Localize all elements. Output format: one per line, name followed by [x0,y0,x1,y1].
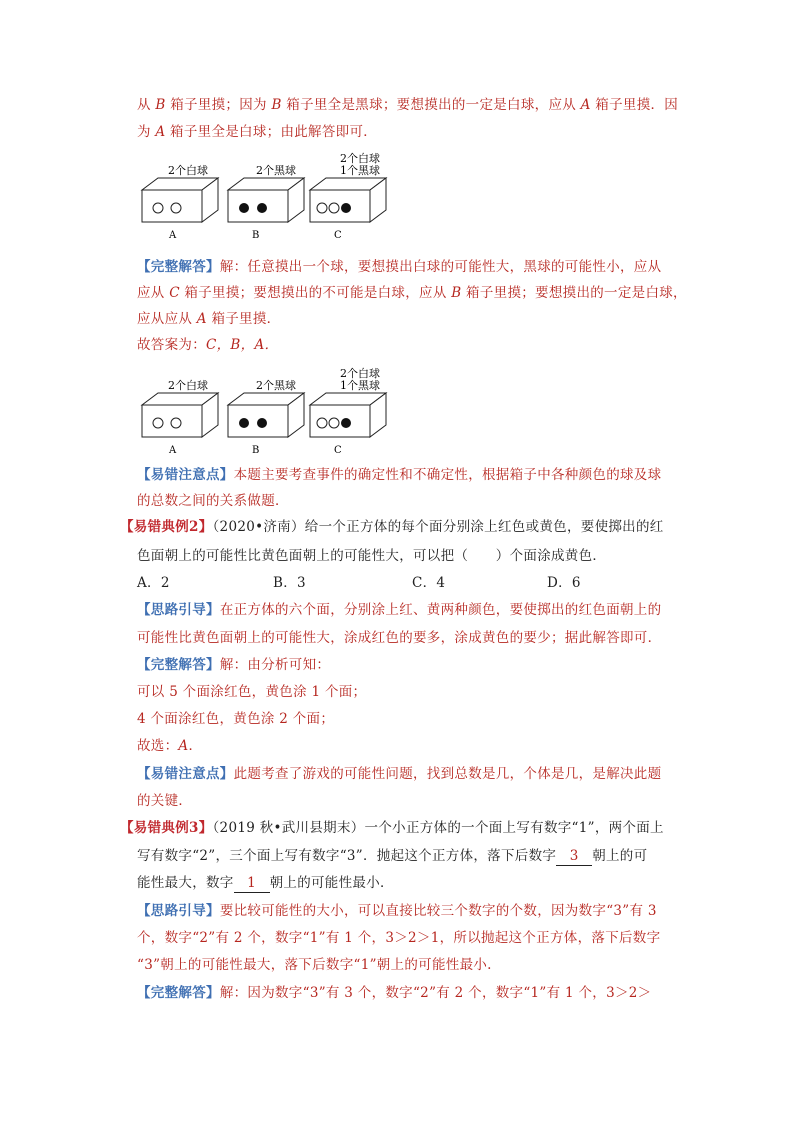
option-a: A．2 [137,575,170,591]
ex3-guide-line-3: “3”朝上的可能性最大，落下后数字“1”朝上的可能性最小. [137,957,492,973]
box-b [228,163,304,241]
answer-blank-2: 1 [234,874,270,893]
option-d: D．6 [547,575,581,591]
box-a [142,163,218,241]
svg-text:1个黑球: 1个黑球 [340,164,380,177]
ex2-guide-line-2: 可能性比黄色面朝上的可能性大，涂成红色的要多，涂成黄色的要少；据此解答即可． [137,630,662,646]
ex3-answer-line-1: 【完整解答】解：因为数字“3”有 3 个，数字“2”有 2 个，数字“1”有 1 个，3＞2＞ [137,985,652,1001]
ex2-answer-line-3: 4 个面涂红色，黄色涂 2 个面； [137,711,335,727]
box-c [310,151,386,241]
svg-text:2个白球: 2个白球 [340,152,380,165]
ex3-guide-line-2: 个，数字“2”有 2 个，数字“1”有 1 个，3＞2＞1，所以抛起这个正方体，落下后数字 [137,930,661,946]
box-a-2 [142,378,218,456]
option-b: B．3 [273,575,306,591]
svg-text:1个黑球: 1个黑球 [340,379,380,392]
ex3-question-line-2: 写有数字“2”，三个面上写有数字“3”．抛起这个正方体，落下后数字 3 朝上的可 [137,848,648,864]
svg-text:2个白球: 2个白球 [168,164,208,177]
ex2-note-line-1: 【易错注意点】此题考查了游戏的可能性问题，找到总数是几，个体是几，是解决此题 [137,766,662,782]
ex3-question-line-3: 能性最大，数字 1 朝上的可能性最小． [137,875,394,891]
ex2-note-line-2: 的关键． [137,793,193,809]
answer-blank-1: 3 [556,847,592,866]
svg-text:A: A [169,445,177,456]
ex1-answer-line-2: 应从 C 箱子里摸；要想摸出的不可能是白球，应从 B 箱子里摸；要想摸出的一定是白球， [137,285,687,301]
ex2-question-line-2: 色面朝上的可能性比黄色面朝上的可能性大，可以把（ ）个面涂成黄色． [137,548,607,564]
intro-line-2: 为 A 箱子里全是白球；由此解答即可． [137,124,378,140]
svg-text:C: C [334,230,342,241]
ex3-guide-line-1: 【思路引导】要比较可能性的大小，可以直接比较三个数字的个数，因为数字“3”有 3 [137,903,657,919]
ex1-answer-line-1: 【完整解答】解：任意摸出一个球，要想摸出白球的可能性大，黑球的可能性小，应从 [137,259,662,275]
svg-text:2个黑球: 2个黑球 [256,379,296,392]
ex2-answer-line-1: 【完整解答】解：由分析可知： [137,657,331,673]
svg-text:C: C [334,445,342,456]
ex2-answer-line-2: 可以 5 个面涂红色，黄色涂 1 个面； [137,684,367,700]
svg-text:A: A [169,230,177,241]
ex2-guide-line-1: 【思路引导】在正方体的六个面，分别涂上红、黄两种颜色，要使掷出的红色面朝上的 [137,602,662,618]
svg-text:2个白球: 2个白球 [168,379,208,392]
svg-text:2个黑球: 2个黑球 [256,164,296,177]
box-figure-2 [138,365,398,461]
ex3-question-line-1: 【易错典例3】（2019 秋•武川县期末）一个小正方体的一个面上写有数字“1”，两个面上 [120,820,664,836]
box-figure-1 [138,150,398,246]
ex1-note-line-1: 【易错注意点】本题主要考查事件的确定性和不确定性，根据箱子中各种颜色的球及球 [137,467,662,483]
option-c: C．4 [412,575,446,591]
svg-text:2个白球: 2个白球 [340,367,380,380]
box-c-2 [310,366,386,456]
ex1-note-line-2: 的总数之间的关系做题． [137,493,289,509]
ex1-answer-line-4: 故答案为：C，B，A． [137,337,279,353]
box-b-2 [228,378,304,456]
svg-text:B: B [252,445,260,456]
ex1-answer-line-3: 应从应从 A 箱子里摸． [137,311,281,327]
intro-line-1: 从 B 箱子里摸；因为 B 箱子里全是黑球；要想摸出的一定是白球，应从 A 箱子里摸．因 [137,97,679,113]
ex2-answer-line-4: 故选：A． [137,738,203,754]
svg-text:B: B [252,230,260,241]
ex2-question-line-1: 【易错典例2】（2020•济南）给一个正方体的每个面分别涂上红色或黄色，要使掷出的红 [120,519,664,535]
